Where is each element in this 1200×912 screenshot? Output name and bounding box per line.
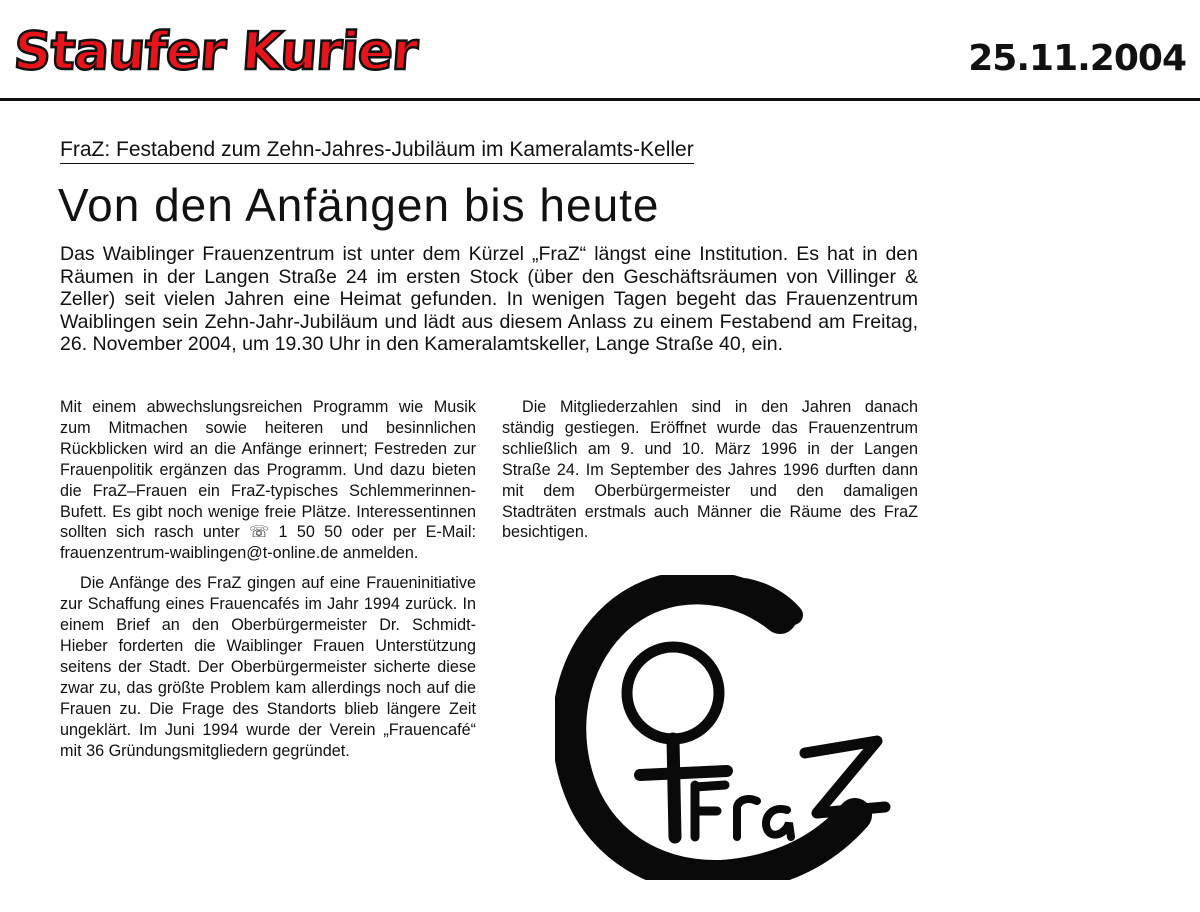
article-headline: Von den Anfängen bis heute — [58, 179, 660, 231]
column-paragraph: Die Anfänge des FraZ gingen auf eine Fraueninitiative zur Schaffung eines Frauencafés im Jahr 1994 zurück. In einem Brief an den Oberbürgermeister Dr. Schmidt-Hieber forderten die Waiblinger Frauen Unterstützung seitens der Stadt. Der Oberbürgermeister sicherte diese zwar zu, das größte Problem kam allerdings noch auf die Frauen zu. Die Frage des Standorts blieb längere Zeit ungeklärt. Im Juni 1994 wurde der Verein „Frauencafé“ mit 36 Gründungsmitgliedern gegründet. — [60, 574, 476, 760]
fraz-logo — [555, 575, 895, 880]
column-paragraph: Die Mitgliederzahlen sind in den Jahren danach ständig gestiegen. Eröffnet wurde das Frauenzentrum schließlich am 9. und 10. März 1996 in der Langen Straße 24. Im September des Jahres 1996 durften dann mit dem Oberbürgermeister und den damaligen Stadträten erstmals auch Männer die Räume des FraZ besichtigen. — [502, 398, 918, 542]
article-column-right — [502, 397, 918, 543]
article-column-left — [60, 397, 476, 761]
column-paragraph: Mit einem abwechslungsreichen Programm wie Musik zum Mitmachen sowie heiteren und besinnlichen Rückblicken wird an die Anfänge erinnert; Festreden zur Frauenpolitik ergänzen das Programm. Und dazu bieten die FraZ–Frauen ein FraZ-typisches Schlemmerinnen-Bufett. Es gibt noch wenige freie Plätze. Interessentinnen sollten sich rasch unter ☏ 1 50 50 oder per E-Mail: frauenzentrum-waiblingen@t-online.de anmelden. — [60, 398, 476, 563]
article-kicker: FraZ: Festabend zum Zehn-Jahres-Jubiläum im Kameralamts-Keller — [60, 138, 694, 164]
article-lead: Das Waiblinger Frauenzentrum ist unter dem Kürzel „FraZ“ längst eine Institution. Es hat in den Räumen in der Langen Straße 24 im ersten Stock (über den Geschäftsräumen von Villinger & Zeller) seit vielen Jahren eine Heimat gefunden. In wenigen Tagen begeht das Frauenzentrum Waiblingen sein Zehn-Jahr-Jubiläum und lädt aus diesem Anlass zu einem Festabend am Freitag, 26. November 2004, um 19.30 Uhr in den Kameralamtskeller, Lange Straße 40, ein. — [60, 243, 918, 355]
brushstroke-c-icon — [569, 587, 855, 877]
header-rule — [0, 98, 1200, 101]
publication-date: 25.11.2004 — [968, 38, 1186, 79]
masthead-logo: Staufer Kurier — [11, 22, 419, 82]
